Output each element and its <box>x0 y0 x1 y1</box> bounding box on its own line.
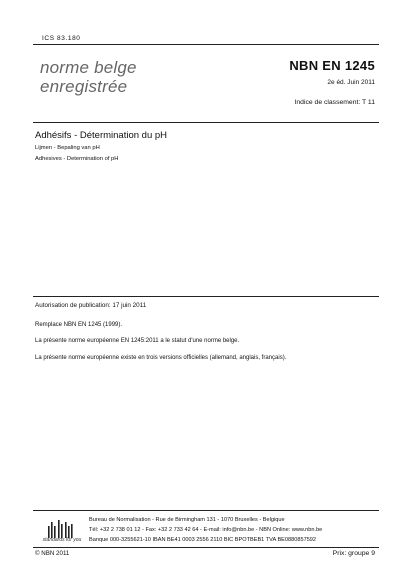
title-english: Adhesives - Determination of pH <box>35 156 119 162</box>
standard-code: NBN EN 1245 <box>289 58 375 73</box>
publication-divider <box>33 296 379 297</box>
top-divider <box>33 44 379 45</box>
price-group: Prix: groupe 9 <box>332 550 375 557</box>
title-french: Adhésifs - Détermination du pH <box>35 130 168 141</box>
classification-index: Indice de classement: T 11 <box>294 99 375 106</box>
brand-line-2: enregistrée <box>40 77 128 96</box>
logo-caption: standards for you <box>42 537 82 543</box>
ics-code: ICS 83.180 <box>42 35 81 42</box>
edition-date: 2e éd. Juin 2011 <box>327 79 375 86</box>
versions-note: La présente norme européenne existe en trois versions officielles (allemand, anglais, français). <box>35 355 287 361</box>
footer-divider <box>33 510 379 511</box>
title-divider <box>33 122 379 123</box>
replaces-note: Remplace NBN EN 1245 (1999). <box>35 322 123 328</box>
address-line-3: Banque 000-3255621-10 IBAN BE41 0003 2556 2110 BIC BPOTBEB1 TVA BE0880857592 <box>89 537 317 543</box>
address-line-2: Tél: +32 2 738 01 12 - Fax: +32 2 733 42 64 - E-mail: info@nbn.be - NBN Online: www.nbn.be <box>89 527 323 533</box>
publication-authorization: Autorisation de publication: 17 juin 2011 <box>35 302 147 309</box>
brand-wordmark <box>40 58 137 96</box>
adoption-note: La présente norme européenne EN 1245:2011 a le statut d'une norme belge. <box>35 338 240 344</box>
brand-line-1: norme belge <box>40 58 137 77</box>
title-dutch: Lijmen - Bepaling van pH <box>35 145 100 151</box>
copyright-divider <box>33 547 379 548</box>
copyright: © NBN 2011 <box>35 550 70 557</box>
address-line-1: Bureau de Normalisation - Rue de Birmingham 131 - 1070 Bruxelles - Belgique <box>89 517 285 523</box>
